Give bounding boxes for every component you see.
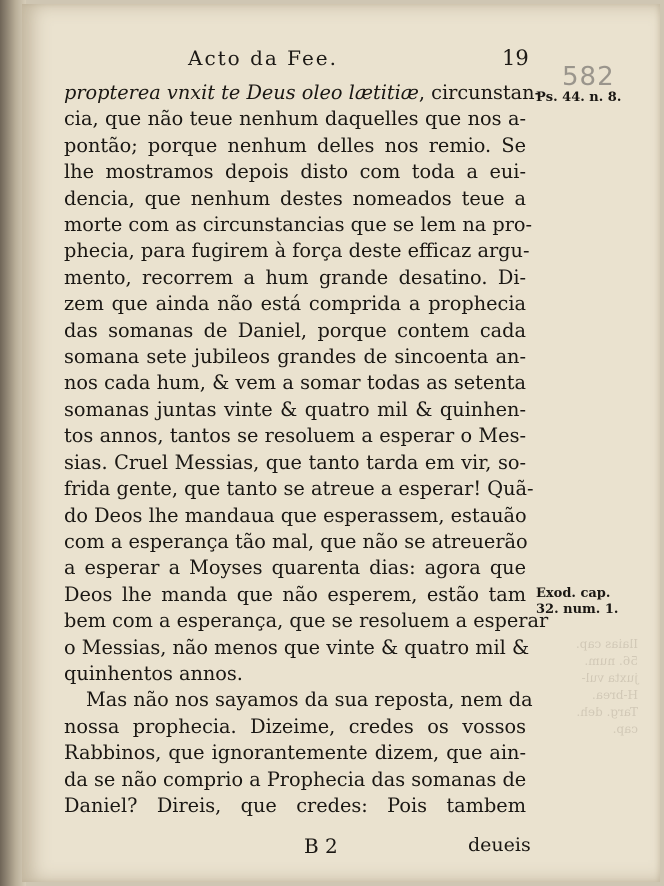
text-line: mento, recorrem a hum grande desatino. Di-	[64, 265, 526, 289]
running-head: Acto da Fee.	[188, 46, 338, 70]
text-line: somana sete jubileos grandes de sincoenta an-	[64, 345, 526, 369]
text-line: lhe mostramos depois disto com toda a eui-	[64, 160, 526, 184]
text-line: pontão; porque nenhum delles nos remio. Se	[64, 133, 526, 157]
text-line: dencia, que nenhum destes nomeados teue a	[64, 186, 526, 210]
text-line: somanas juntas vinte & quatro mil & quinhen-	[64, 397, 526, 421]
text-line: Deos lhe manda que não esperem, estão tam	[64, 582, 526, 606]
text-line: Daniel? Direis, que credes: Pois tambem	[64, 793, 526, 817]
body-text	[64, 80, 549, 819]
text-line: propterea vnxit te Deus oleo lætitiæ, circunstan-	[64, 81, 542, 104]
page-number: 19	[502, 46, 529, 70]
page-header	[0, 42, 664, 92]
text-line: morte com as circunstancias que se lem na pro-	[64, 213, 533, 237]
show-through-from-reverse: Ilaias cap. 56. num. juxta vul- H-brea. Targ. deh. cap.	[575, 637, 650, 736]
text-line: phecia, para fugirem à força deste efficaz argu-	[64, 239, 530, 263]
margin-note-exodus-line: 32. num. 1.	[536, 602, 619, 617]
text-line: quinhentos annos.	[64, 661, 243, 685]
text-line: nos cada hum, & vem a somar todas as setenta	[64, 371, 526, 395]
text-line: Rabbinos, que ignorantemente dizem, que ain-	[64, 741, 526, 765]
text-line: bem com a esperança, que se resoluem a esperar	[64, 609, 549, 633]
signature-mark: B 2	[304, 834, 338, 858]
text-line: Mas não nos sayamos da sua reposta, nem da	[86, 688, 533, 712]
latin-quotation: propterea vnxit te Deus oleo lætitiæ	[64, 81, 419, 104]
text-line: o Messias, não menos que vinte & quatro mil &	[64, 635, 530, 659]
text-line: cia, que não teue nenhum daquelles que nos a-	[64, 107, 526, 131]
pencil-annotation: 582	[562, 62, 615, 92]
text-line: a esperar a Moyses quarenta dias: agora que	[64, 556, 526, 580]
text-line: das somanas de Daniel, porque contem cada	[64, 318, 526, 342]
text-line: frida gente, que tanto se atreue a esperar! Quã-	[64, 477, 534, 501]
text-line: do Deos lhe mandaua que esperassem, estauão	[64, 503, 527, 527]
page-footer	[0, 832, 664, 862]
text-line: nossa prophecia. Dizeime, credes os vossos	[64, 714, 526, 738]
margin-note-exodus	[536, 586, 618, 618]
text-line: tos annos, tantos se resoluem a esperar o Mes-	[64, 424, 526, 448]
text-line: sias. Cruel Messias, que tanto tarda em vir, so-	[64, 450, 526, 474]
margin-note-exodus-line: Exod. cap.	[536, 586, 611, 601]
text-line: com a esperança tão mal, que não se atreuerão	[64, 529, 528, 553]
margin-note-psalm: Ps. 44. n. 8.	[536, 90, 622, 105]
text-line: da se não comprio a Prophecia das somanas de	[64, 767, 527, 791]
text-line: zem que ainda não está comprida a prophecia	[64, 292, 526, 316]
catchword: deueis	[468, 834, 531, 856]
